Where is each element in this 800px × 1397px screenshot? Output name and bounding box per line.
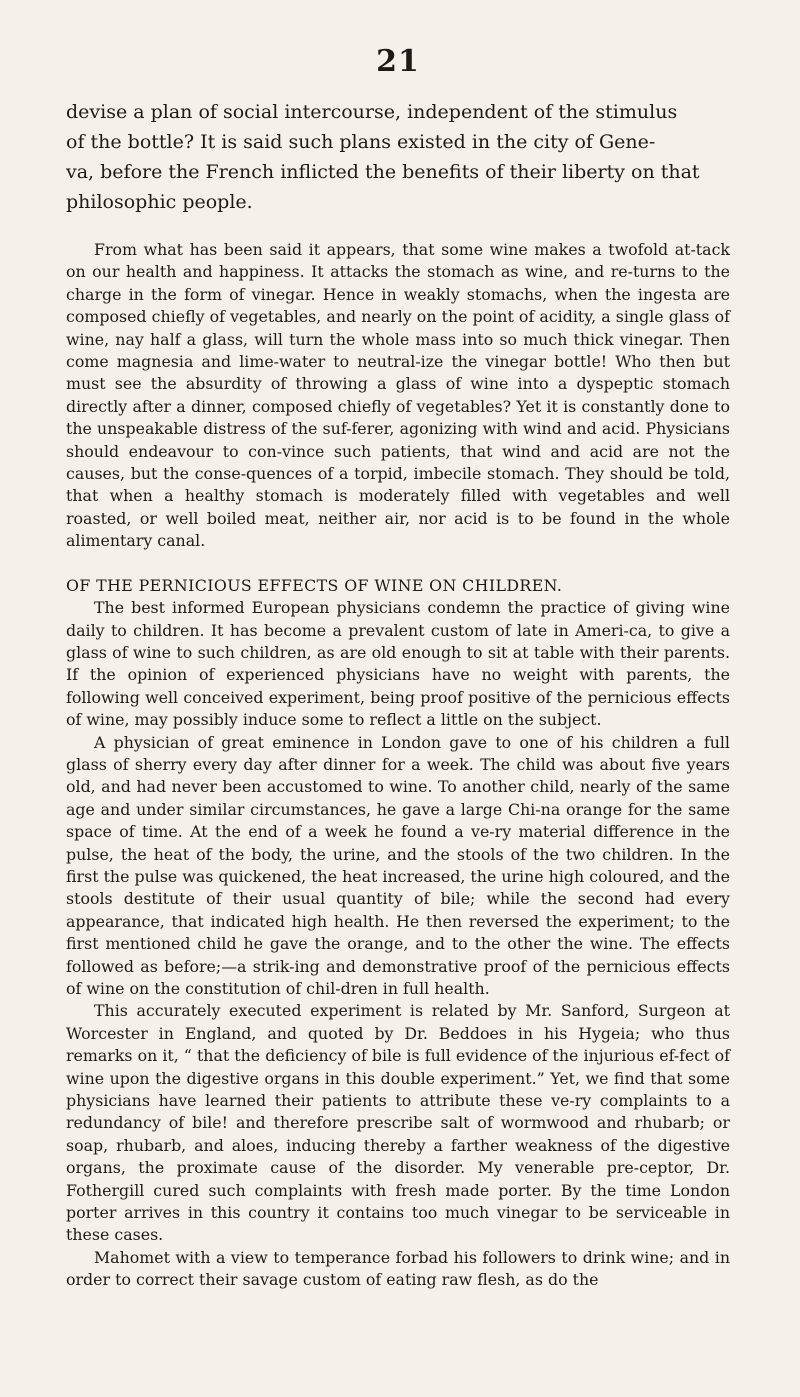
- paragraph-mahomet: Mahomet with a view to temperance forbad his followers to drink wine; and in order to correct their savage custom of eating raw flesh, as do the: [66, 1247, 730, 1290]
- intro-line: of the bottle? It is said such plans existed in the city of Gene-: [66, 131, 656, 153]
- paragraph-wine-twofold-attack: From what has been said it appears, that some wine makes a twofold at-tack on our health and happiness. It attacks the stomach as wine, and re-turns to the charge in the form of vinegar. Hence in weakly stomachs, when the ingesta are composed chiefly of vegetables, and nearly on the point of acidity, a single glass of wine, nay half a glass, will turn the whole mass into so much thick vinegar. Then come magnesia and lime-water to neutral-ize the vinegar bottle! Who then but must see the absurdity of throwing a glass of wine into a dyspeptic stomach directly after a dinner, composed chiefly of vegetables? Yet it is constantly done to the unspeakable distress of the suf-ferer, agonizing with wind and acid. Physicians should endeavour to con-vince such patients, that wind and acid are not the causes, but the conse-quences of a torpid, imbecile stomach. They should be told, that when a healthy stomach is moderately filled with vegetables and well roasted, or well boiled meat, neither air, nor acid is to be found in the whole alimentary canal.: [66, 240, 730, 551]
- paragraph-london-experiment: A physician of great eminence in London gave to one of his children a full glass of sherry every day after dinner for a week. The child was about five years old, and had never been accustomed to wine. To another child, nearly of the same age and under similar circumstances, he gave a large Chi-na orange for the same space of time. At the end of a week he found a ve-ry material difference in the pulse, the heat of the body, the urine, and the stools of the two children. In the first the pulse was quickened, the heat increased, the urine high coloured, and the stools destitute of their usual quantity of bile; while the second had every appearance, that indicated high health. He then reversed the experiment; to the first mentioned child he gave the orange, and to the other the wine. The effects followed as before;—a strik-ing and demonstrative proof of the pernicious effects of wine on the constitution of chil-dren in full health.: [66, 732, 730, 998]
- spacer: [66, 217, 730, 239]
- spacer: [66, 553, 730, 575]
- section-heading: OF THE PERNICIOUS EFFECTS OF WINE ON CHILDREN.: [66, 575, 563, 595]
- paragraph-sanford-beddoes: This accurately executed experiment is related by Mr. Sanford, Surgeon at Worcester in England, and quoted by Dr. Beddoes in his Hygeia; who thus remarks on it, “ that the deficiency of bile is full evidence of the injurious ef-fect of wine upon the digestive organs in this double experiment.” Yet, we find that some physicians have learned their patients to attribute these ve-ry complaints to a redundancy of bile! and therefore prescribe salt of wormwood and rhubarb; or soap, rhubarb, and aloes, inducing thereby a farther weakness of the digestive organs, the proximate cause of the disorder. My venerable pre-ceptor, Dr. Fothergill cured such complaints with fresh made porter. By the time London porter arrives in this country it contains too much vinegar to be serviceable in these cases.: [66, 1001, 730, 1245]
- intro-line: philosophic people.: [66, 191, 253, 213]
- intro-line: devise a plan of social intercourse, independent of the stimulus: [66, 101, 678, 123]
- paragraph-physicians-condemn: The best informed European physicians condemn the practice of giving wine daily to children. It has become a prevalent custom of late in Ameri-ca, to give a glass of wine to such children, as are old enough to sit at table with their parents. If the opinion of experienced physicians have no weight with parents, the following well conceived experiment, being proof positive of the pernicious effects of wine, may possibly induce some to reflect a little on the subject.: [66, 598, 730, 730]
- page-number: 21: [376, 44, 420, 79]
- intro-line: va, before the French inflicted the benefits of their liberty on that: [66, 161, 700, 183]
- intro-paragraph: [66, 97, 730, 217]
